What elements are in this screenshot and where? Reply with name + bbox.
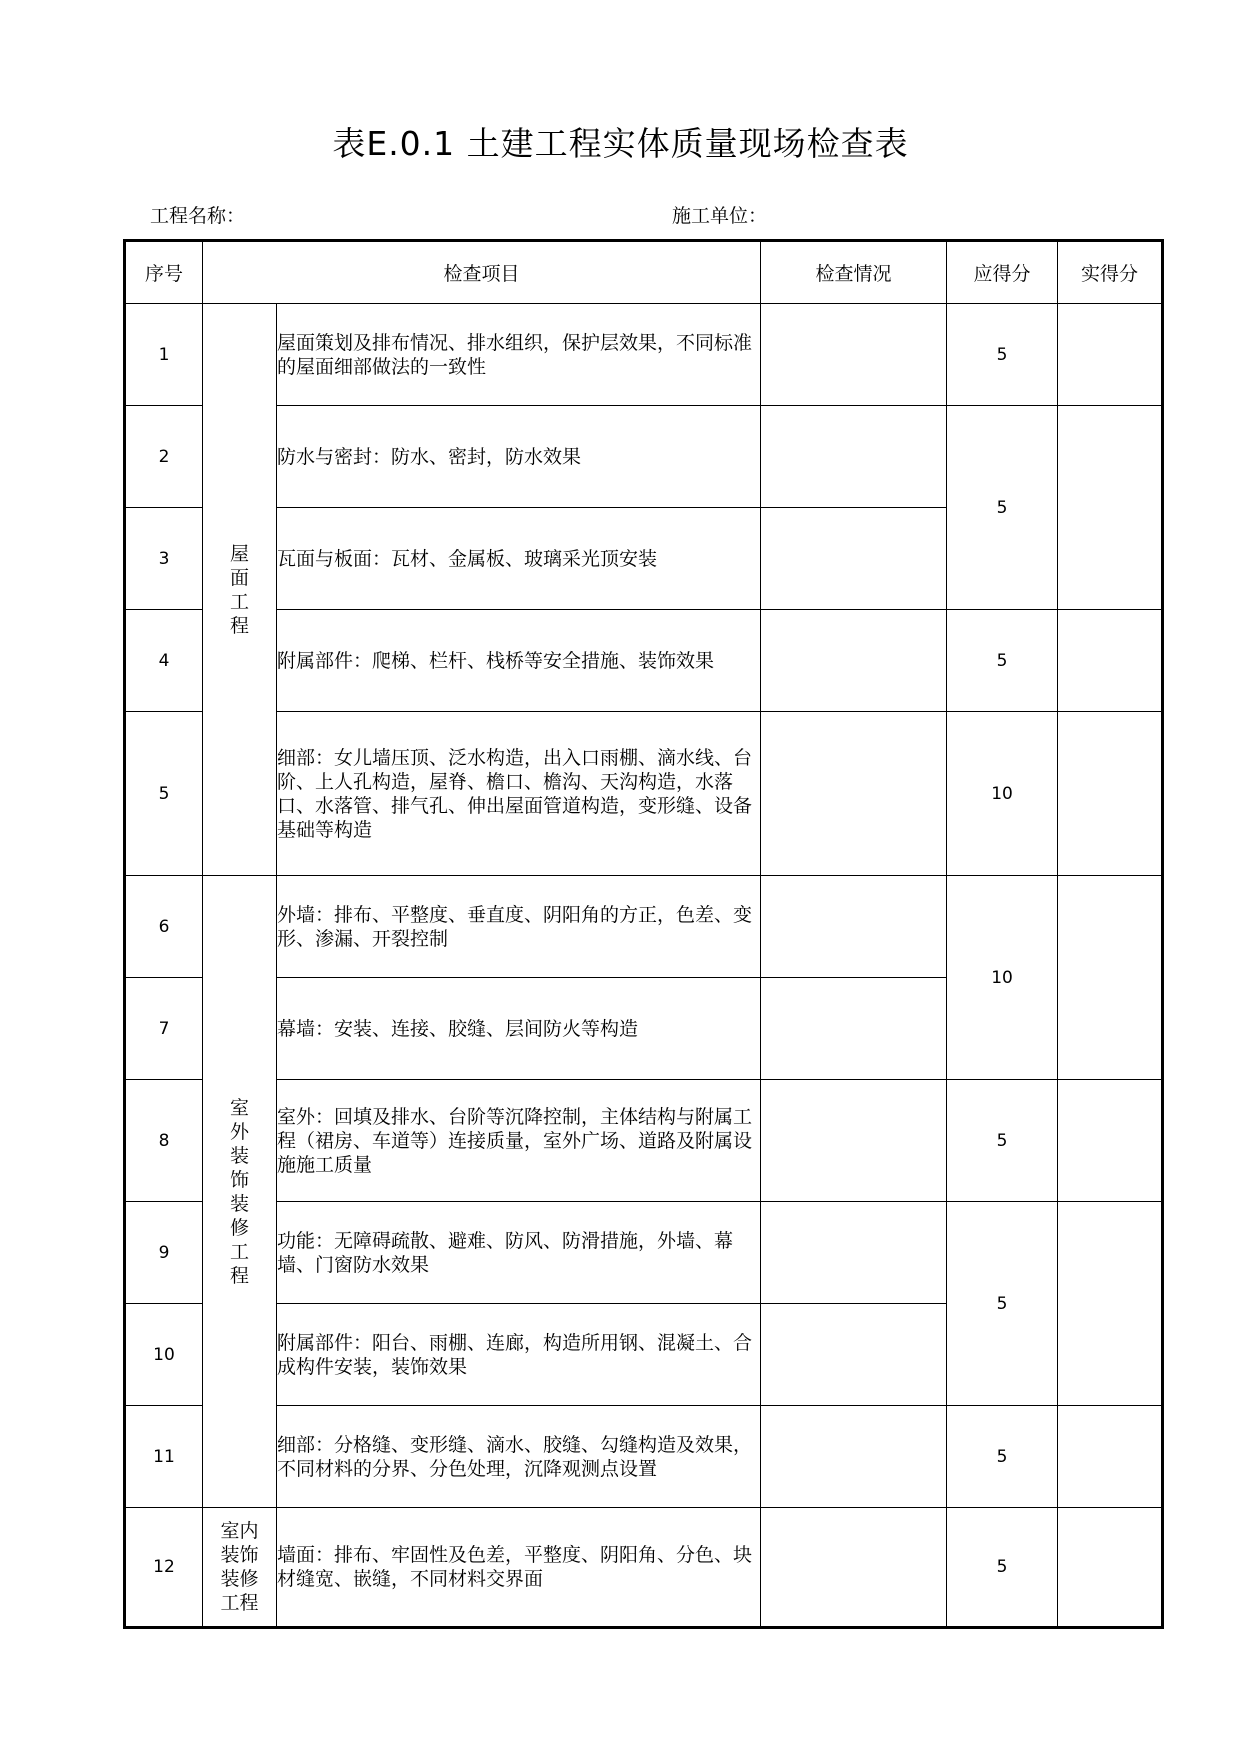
score-cell: 5 xyxy=(947,1406,1058,1508)
actual-score-cell[interactable] xyxy=(1058,304,1163,406)
actual-score-cell[interactable] xyxy=(1058,876,1163,1080)
row-item-text: 外墙：排布、平整度、垂直度、阴阳角的方正，色差、变形、渗漏、开裂控制 xyxy=(277,876,761,978)
score-cell: 5 xyxy=(947,1508,1058,1628)
category-exterior xyxy=(203,876,277,1508)
row-item-text: 墙面：排布、牢固性及色差，平整度、阴阳角、分色、块材缝宽、嵌缝，不同材料交界面 xyxy=(277,1508,761,1628)
row-item-text: 瓦面与板面：瓦材、金属板、玻璃采光顶安装 xyxy=(277,508,761,610)
row-item-text: 功能：无障碍疏散、避难、防风、防滑措施，外墙、幕墙、门窗防水效果 xyxy=(277,1202,761,1304)
row-item-text: 附属部件：阳台、雨棚、连廊，构造所用钢、混凝土、合成构件安装，装饰效果 xyxy=(277,1304,761,1406)
row-item-text: 细部：分格缝、变形缝、滴水、胶缝、勾缝构造及效果，不同材料的分界、分色处理，沉降观测点设置 xyxy=(277,1406,761,1508)
row-seq: 5 xyxy=(125,712,203,876)
category-label: 屋面工程 xyxy=(229,542,249,637)
score-cell: 5 xyxy=(947,1080,1058,1202)
check-cell[interactable] xyxy=(761,1202,947,1304)
row-seq: 3 xyxy=(125,508,203,610)
row-seq: 9 xyxy=(125,1202,203,1304)
row-item-text: 幕墙：安装、连接、胶缝、层间防火等构造 xyxy=(277,978,761,1080)
actual-score-cell[interactable] xyxy=(1058,1508,1163,1628)
actual-score-cell[interactable] xyxy=(1058,1080,1163,1202)
header-check: 检查情况 xyxy=(761,241,947,304)
check-cell[interactable] xyxy=(761,1508,947,1628)
table-row xyxy=(125,876,1163,978)
category-interior xyxy=(203,1508,277,1628)
category-label: 室外装饰装修工程 xyxy=(229,1096,249,1287)
score-cell: 5 xyxy=(947,304,1058,406)
header-item: 检查项目 xyxy=(203,241,761,304)
check-cell[interactable] xyxy=(761,406,947,508)
table-row xyxy=(125,1080,1163,1202)
table-row xyxy=(125,1202,1163,1304)
row-seq: 10 xyxy=(125,1304,203,1406)
actual-score-cell[interactable] xyxy=(1058,1406,1163,1508)
header-seq: 序号 xyxy=(125,241,203,304)
row-seq: 8 xyxy=(125,1080,203,1202)
actual-score-cell[interactable] xyxy=(1058,610,1163,712)
check-cell[interactable] xyxy=(761,508,947,610)
row-item-text: 附属部件：爬梯、栏杆、栈桥等安全措施、装饰效果 xyxy=(277,610,761,712)
score-cell: 5 xyxy=(947,1202,1058,1406)
header-score: 应得分 xyxy=(947,241,1058,304)
inspection-table xyxy=(123,239,1164,1629)
row-seq: 7 xyxy=(125,978,203,1080)
row-seq: 11 xyxy=(125,1406,203,1508)
check-cell[interactable] xyxy=(761,1406,947,1508)
score-cell: 10 xyxy=(947,876,1058,1080)
category-roof xyxy=(203,304,277,876)
check-cell[interactable] xyxy=(761,1304,947,1406)
score-cell: 10 xyxy=(947,712,1058,876)
actual-score-cell[interactable] xyxy=(1058,712,1163,876)
row-seq: 2 xyxy=(125,406,203,508)
row-item-text: 防水与密封：防水、密封，防水效果 xyxy=(277,406,761,508)
page-title: 表E.0.1 土建工程实体质量现场检查表 xyxy=(332,124,909,163)
table-row xyxy=(125,304,1163,406)
check-cell[interactable] xyxy=(761,1080,947,1202)
score-cell: 5 xyxy=(947,406,1058,610)
header-row xyxy=(125,241,1163,304)
check-cell[interactable] xyxy=(761,978,947,1080)
actual-score-cell[interactable] xyxy=(1058,406,1163,610)
construction-unit-label: 施工单位： xyxy=(672,205,768,227)
check-cell[interactable] xyxy=(761,712,947,876)
score-cell: 5 xyxy=(947,610,1058,712)
table-row xyxy=(125,1406,1163,1508)
row-item-text: 室外：回填及排水、台阶等沉降控制，主体结构与附属工程（裙房、车道等）连接质量，室外广场、道路及附属设施施工质量 xyxy=(277,1080,761,1202)
row-item-text: 屋面策划及排布情况、排水组织，保护层效果，不同标准的屋面细部做法的一致性 xyxy=(277,304,761,406)
header-actual: 实得分 xyxy=(1058,241,1163,304)
project-name-label: 工程名称： xyxy=(150,205,246,227)
check-cell[interactable] xyxy=(761,610,947,712)
table-row xyxy=(125,1508,1163,1628)
row-seq: 4 xyxy=(125,610,203,712)
row-seq: 1 xyxy=(125,304,203,406)
table-row xyxy=(125,610,1163,712)
row-item-text: 细部：女儿墙压顶、泛水构造，出入口雨棚、滴水线、台阶、上人孔构造，屋脊、檐口、檐沟、天沟构造，水落口、水落管、排气孔、伸出屋面管道构造，变形缝、设备基础等构造 xyxy=(277,712,761,876)
row-seq: 6 xyxy=(125,876,203,978)
check-cell[interactable] xyxy=(761,876,947,978)
row-seq: 12 xyxy=(125,1508,203,1628)
actual-score-cell[interactable] xyxy=(1058,1202,1163,1406)
check-cell[interactable] xyxy=(761,304,947,406)
table-row xyxy=(125,712,1163,876)
category-label: 室内装饰装修工程 xyxy=(220,1520,259,1614)
table-row xyxy=(125,406,1163,508)
